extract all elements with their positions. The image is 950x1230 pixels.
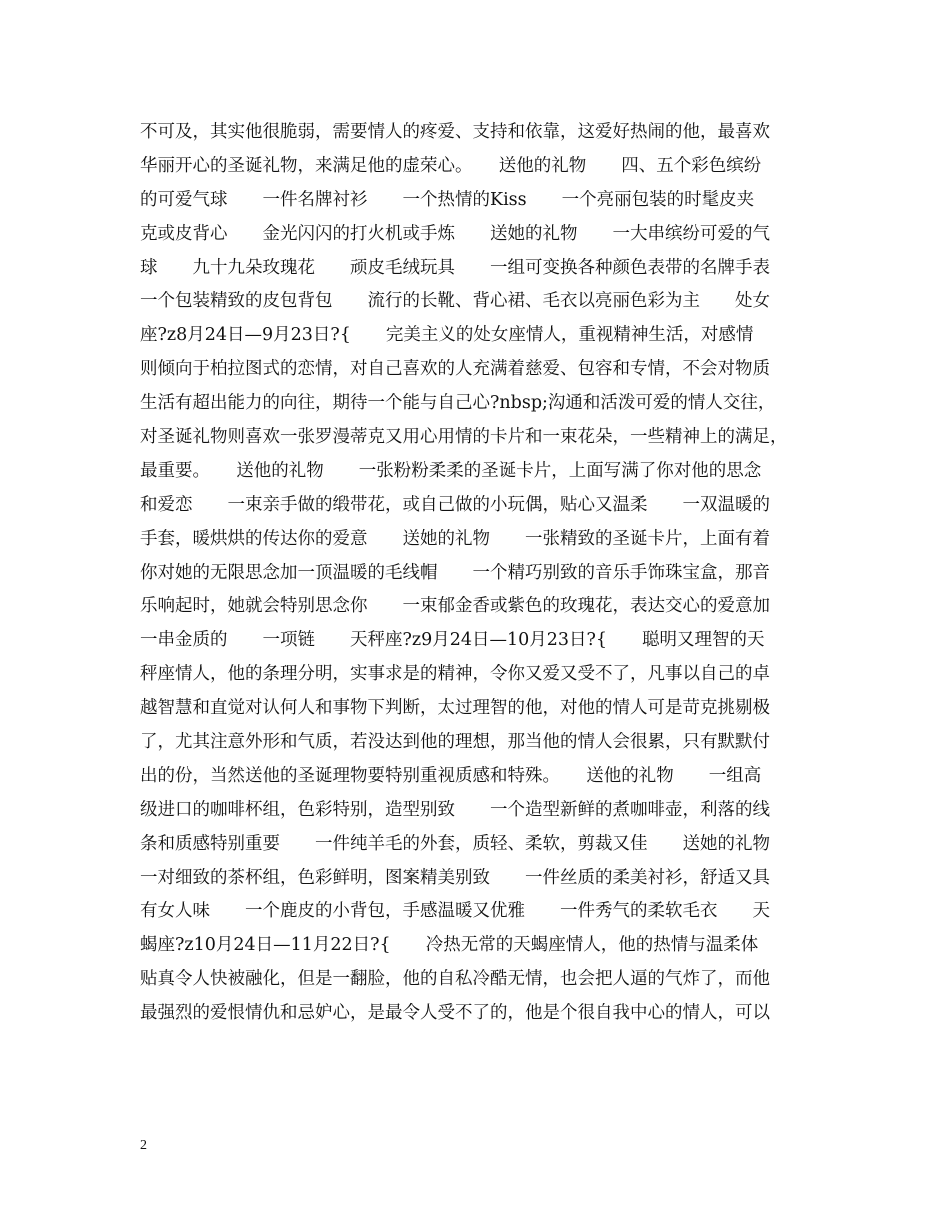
text-line: 级进口的咖啡杯组，色彩特别，造型别致 一个造型新鲜的煮咖啡壶，利落的线: [140, 799, 770, 820]
text-line: 的可爱气球 一件名牌衬衫 一个热情的Kiss 一个亮丽包装的时髦皮夹: [140, 189, 755, 210]
text-line: 蝎座?z10月24日—11月22日?{ 冷热无常的天蝎座情人，他的热情与温柔体: [140, 935, 759, 956]
text-line: 座?z8月24日—9月23日?{ 完美主义的处女座情人，重视精神生活，对感情: [140, 325, 754, 346]
text-line: 则倾向于柏拉图式的恋情，对自己喜欢的人充满着慈爱、包容和专情，不会对物质: [140, 359, 770, 380]
text-line: 球 九十九朵玫瑰花 顽皮毛绒玩具 一组可变换各种颜色表带的名牌手表: [140, 257, 770, 278]
text-line: 乐响起时，她就会特别思念你 一束郁金香或紫色的玫瑰花，表达交心的爱意加: [140, 596, 770, 617]
text-line: 和爱恋 一束亲手做的缎带花，或自己做的小玩偶，贴心又温柔 一双温暖的: [140, 494, 770, 515]
text-line: 最强烈的爱恨情仇和忌妒心，是最令人受不了的，他是个很自我中心的情人，可以: [140, 1003, 770, 1024]
text-line: 最重要。 送他的礼物 一张粉粉柔柔的圣诞卡片，上面写满了你对他的思念: [140, 460, 762, 481]
text-line: 华丽开心的圣诞礼物，来满足他的虚荣心。 送他的礼物 四、五个彩色缤纷: [140, 155, 762, 176]
text-line: 条和质感特别重要 一件纯羊毛的外套，质轻、柔软，剪裁又佳 送她的礼物: [140, 833, 770, 854]
text-line: 生活有超出能力的向往，期待一个能与自己心?nbsp;沟通和活泼可爱的情人交往，: [140, 393, 776, 414]
text-line: 手套，暖烘烘的传达你的爱意 送她的礼物 一张精致的圣诞卡片，上面有着: [140, 528, 770, 549]
text-line: 出的份，当然送他的圣诞理物要特别重视质感和特殊。 送他的礼物 一组高: [140, 765, 762, 786]
text-line: 有女人味 一个鹿皮的小背包，手感温暖又优雅 一件秀气的柔软毛衣 天: [140, 901, 770, 922]
text-line: 一对细致的茶杯组，色彩鲜明，图案精美别致 一件丝质的柔美衬衫，舒适又具: [140, 867, 770, 888]
text-line: 克或皮背心 金光闪闪的打火机或手炼 送她的礼物 一大串缤纷可爱的气: [140, 223, 770, 244]
body-text: [140, 116, 830, 1031]
text-line: 贴真令人快被融化，但是一翻脸，他的自私冷酷无情，也会把人逼的气炸了，而他: [140, 969, 770, 990]
text-line: 对圣诞礼物则喜欢一张罗漫蒂克又用心用情的卡片和一束花朵，一些精神上的满足，: [140, 427, 788, 448]
text-line: 一个包装精致的皮包背包 流行的长靴、背心裙、毛衣以亮丽色彩为主 处女: [140, 291, 770, 312]
text-line: 秤座情人，他的条理分明，实事求是的精神，令你又爱又受不了，凡事以自己的卓: [140, 664, 770, 685]
text-line: 你对她的无限思念加一顶温暖的毛线帽 一个精巧别致的音乐手饰珠宝盒，那音: [140, 562, 770, 583]
text-line: 了，尤其注意外形和气质，若没达到他的理想，那当他的情人会很累，只有默默付: [140, 732, 770, 753]
page-number: 2: [140, 1138, 147, 1153]
text-line: 越智慧和直觉对认何人和事物下判断，太过理智的他，对他的情人可是苛克挑剔极: [140, 698, 770, 719]
text-line: 一串金质的 一项链 天秤座?z9月24日—10月23日?{ 聪明又理智的天: [140, 630, 765, 651]
text-line: 不可及，其实他很脆弱，需要情人的疼爱、支持和依靠，这爱好热闹的他，最喜欢: [140, 122, 770, 142]
